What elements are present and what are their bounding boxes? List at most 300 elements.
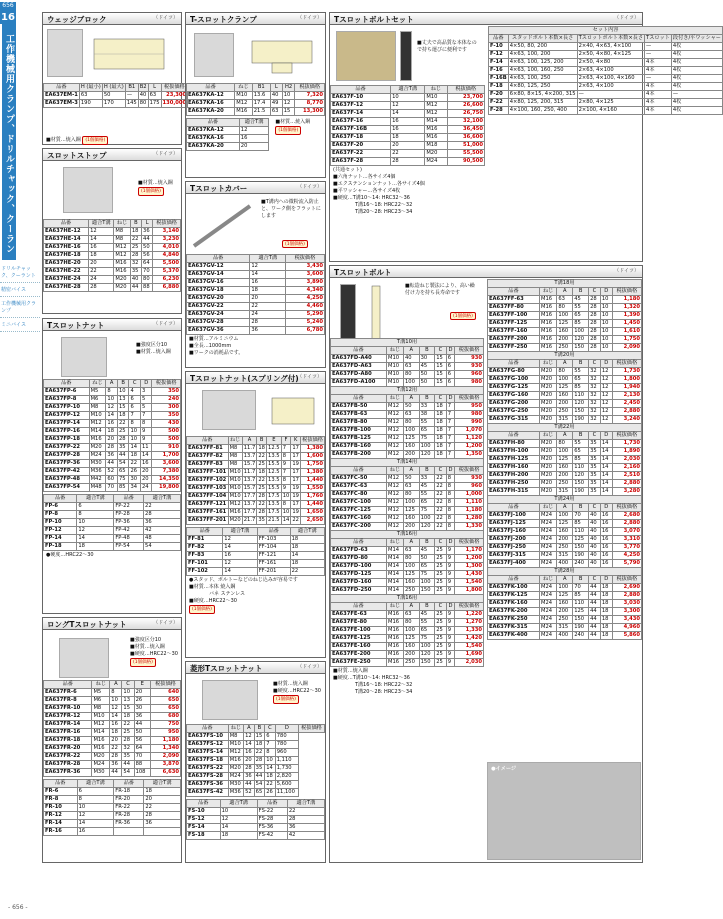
dimension-drawing bbox=[266, 390, 322, 434]
column-header: D bbox=[446, 395, 454, 403]
spec-value: 45 bbox=[419, 363, 435, 371]
spec-value: 22 bbox=[250, 303, 286, 311]
spec-value: 75 bbox=[419, 635, 435, 643]
table-row bbox=[489, 67, 723, 75]
product-code: EA637FE-200 bbox=[331, 651, 387, 659]
slot-group-label: T溝24用 bbox=[488, 496, 642, 504]
t-slot-nut-section bbox=[42, 318, 182, 614]
spec-value: 63 bbox=[404, 363, 420, 371]
spec-value: 8 bbox=[446, 507, 454, 515]
slot-group-label: T溝16用 bbox=[331, 531, 484, 539]
table-row bbox=[187, 517, 325, 525]
spec-value: 35 bbox=[589, 464, 601, 472]
spec-value: 7 bbox=[281, 445, 291, 453]
spec-value: 200 bbox=[404, 451, 420, 459]
spec-value: 10 bbox=[129, 428, 141, 436]
price: 1,440 bbox=[301, 501, 325, 509]
spec-value: 28 bbox=[110, 753, 122, 761]
spec-value: 65 bbox=[573, 448, 589, 456]
column-header: H (最小) bbox=[80, 84, 101, 90]
spec-value: 3 bbox=[140, 388, 152, 396]
product-code: EA637FE-80 bbox=[331, 619, 387, 627]
spec-value: 125 bbox=[573, 536, 589, 544]
spec-value: M12 bbox=[387, 411, 404, 419]
spec-value: 13.7 bbox=[243, 501, 256, 507]
price: 1,800 bbox=[455, 587, 484, 595]
spec-value: 18 bbox=[89, 252, 114, 260]
price: 500 bbox=[152, 436, 181, 444]
spec-value: 28 bbox=[589, 344, 601, 352]
spec-value: 9 bbox=[446, 643, 454, 651]
product-code: EA637GV-16 bbox=[187, 279, 250, 287]
spec-value: M14 bbox=[92, 729, 110, 737]
product-image bbox=[192, 202, 254, 250]
spec-value: 28 bbox=[250, 319, 286, 327]
column-header: ねじ bbox=[387, 395, 404, 403]
long-t-slot-nut-section bbox=[42, 617, 182, 863]
spec-value: 14 bbox=[220, 824, 257, 832]
product-code: FR-8 bbox=[44, 796, 78, 804]
spec-value: 19 bbox=[292, 461, 299, 467]
spec-value: 4枚 bbox=[671, 51, 722, 59]
price: 980 bbox=[455, 379, 484, 387]
spec-value: 18 bbox=[290, 560, 324, 568]
spec-value: 8 bbox=[140, 420, 152, 428]
spec-value: 40 bbox=[589, 520, 601, 528]
column-header: D bbox=[600, 360, 612, 368]
spec-value: 18 bbox=[600, 608, 612, 616]
product-code: EA637FP-18 bbox=[44, 436, 90, 444]
product-code: EA637FJ-160 bbox=[488, 528, 540, 536]
product-code: EA637FD-A63 bbox=[331, 363, 387, 371]
spec-value: 7 bbox=[265, 741, 276, 749]
spec-value: FF-161 bbox=[257, 560, 290, 568]
spec-value: 40 bbox=[589, 528, 601, 536]
spec-value: 54 bbox=[254, 781, 265, 789]
product-code: EA637FG-250 bbox=[488, 408, 540, 416]
spec-value: 32 bbox=[130, 260, 141, 268]
column-header: 品番 bbox=[187, 437, 229, 445]
product-code: EA637FP-42 bbox=[44, 468, 90, 476]
spec-value: 12 bbox=[600, 400, 612, 408]
price: 3,030 bbox=[612, 600, 641, 608]
spec-value: — bbox=[577, 91, 644, 99]
table-row bbox=[331, 563, 484, 571]
price: 3,300 bbox=[612, 608, 641, 616]
column-header: A bbox=[557, 432, 573, 440]
price: 2,680 bbox=[612, 512, 641, 520]
table-row bbox=[44, 729, 181, 737]
column-header: 品番 bbox=[44, 220, 89, 228]
product-code: FF-83 bbox=[187, 552, 223, 560]
column-header: ねじ bbox=[540, 360, 557, 368]
spec-value: 28 bbox=[254, 757, 265, 765]
spec-value: 120 bbox=[419, 523, 435, 531]
spec-value: 32 bbox=[589, 376, 601, 384]
side-nav-item[interactable]: 精密バイス bbox=[0, 283, 40, 297]
price: 1,200 bbox=[455, 443, 484, 451]
spec-value: 18 bbox=[122, 713, 134, 721]
table-row bbox=[331, 571, 484, 579]
product-code: EA637FD-A100 bbox=[331, 379, 387, 387]
spec-value: 18 bbox=[600, 624, 612, 632]
spec-value: 4本 bbox=[645, 107, 672, 115]
spec-value: 65 bbox=[573, 312, 589, 320]
spec-value: — bbox=[645, 51, 672, 59]
product-code: EA637FS-18 bbox=[187, 757, 229, 765]
table-row bbox=[488, 560, 642, 568]
column-header: 品番 bbox=[488, 432, 540, 440]
table-row bbox=[488, 600, 642, 608]
table-row bbox=[187, 741, 325, 749]
spec-value: 6 bbox=[77, 788, 114, 796]
product-code: EA637FF-63 bbox=[488, 296, 540, 304]
spec-value: 28 bbox=[589, 304, 601, 312]
table-row bbox=[489, 99, 723, 107]
column-header: B bbox=[130, 220, 141, 228]
spec-value: 240 bbox=[573, 560, 589, 568]
spec-value: 9 bbox=[446, 619, 454, 627]
spec-value: FR-20 bbox=[114, 796, 144, 804]
spec-value: M20 bbox=[540, 384, 557, 392]
spec-value: 12 bbox=[223, 536, 257, 544]
spec-value: M20 bbox=[114, 284, 130, 292]
table-row bbox=[187, 108, 325, 116]
price: 3,770 bbox=[612, 544, 641, 552]
spec-value: 44 bbox=[589, 616, 601, 624]
product-code: FR-6 bbox=[44, 788, 78, 796]
spec-value: M12 bbox=[387, 507, 404, 515]
spec-value: 54 bbox=[117, 460, 129, 468]
spec-value: 18 bbox=[290, 544, 324, 552]
column-header: ねじ bbox=[540, 288, 557, 296]
spec-value: 6 bbox=[129, 404, 141, 412]
spec-value: 80 bbox=[404, 491, 420, 499]
spec-value: 22 bbox=[144, 503, 181, 511]
price: 350 bbox=[152, 388, 181, 396]
spec-value: 20 bbox=[106, 436, 118, 444]
spec-value: 14 bbox=[77, 820, 114, 828]
spec-value: 8 bbox=[129, 420, 141, 428]
spec-value: 22 bbox=[258, 501, 265, 507]
product-code: FP-12 bbox=[44, 527, 77, 535]
spec-value: 11,100 bbox=[275, 789, 298, 797]
spec-value: 125 bbox=[557, 592, 573, 600]
product-code: EA637FB-125 bbox=[331, 435, 387, 443]
spec-value: 6×80, 8×15, 4×200, 315 bbox=[509, 91, 576, 97]
spec-value: M24 bbox=[540, 552, 557, 560]
column-header: 品番 bbox=[187, 725, 229, 733]
product-code: EA637FR-18 bbox=[44, 737, 92, 745]
table-row bbox=[44, 812, 181, 820]
price: 1,350 bbox=[455, 451, 484, 459]
spec-value: 10 bbox=[600, 296, 612, 304]
spec-value: 4枚 bbox=[671, 43, 722, 51]
spec-value: 16 bbox=[391, 126, 425, 134]
product-description: ■丈夫で高品質な本体なので持ち運びに便利です bbox=[417, 40, 477, 53]
product-code: EA637FF-161 bbox=[188, 509, 227, 515]
spec-value: M16 bbox=[540, 312, 557, 320]
spec-value: 14 bbox=[250, 271, 286, 279]
column-header: B bbox=[573, 288, 589, 296]
table-row bbox=[489, 43, 723, 51]
product-code: EA637FG-80 bbox=[488, 368, 540, 376]
price: 1,220 bbox=[455, 611, 484, 619]
price: 2,030 bbox=[455, 659, 484, 667]
price: 2,030 bbox=[612, 456, 641, 464]
product-code: EA637FB-100 bbox=[331, 427, 387, 435]
column-header: C bbox=[435, 539, 447, 547]
column-header: C bbox=[129, 380, 141, 388]
spec-value: M14 bbox=[89, 428, 106, 436]
table-row bbox=[187, 263, 325, 271]
table-row bbox=[44, 705, 181, 713]
spec-value: M16 bbox=[228, 757, 243, 765]
spec-value: 8 bbox=[77, 796, 114, 804]
side-nav-item[interactable]: ミニバイス bbox=[0, 318, 40, 332]
spec-value: 17 bbox=[292, 477, 299, 483]
product-code: EA637FF-201 bbox=[188, 517, 227, 523]
spec-value: 44 bbox=[589, 632, 601, 640]
product-code: EA637FP-8 bbox=[44, 396, 90, 404]
spec-value: 44 bbox=[142, 236, 153, 244]
section-title: スロットストップ （ドイツ） bbox=[43, 149, 181, 161]
column-header: B bbox=[257, 437, 267, 445]
spec-value: 25 bbox=[435, 635, 447, 643]
spec-value: 4本 bbox=[645, 91, 672, 99]
spec-value: 4×80, 125, 200, 315 bbox=[508, 99, 577, 107]
spec-value: 35 bbox=[589, 488, 601, 496]
spec-value: 28 bbox=[122, 737, 134, 745]
column-header: L bbox=[148, 84, 161, 92]
spec-value: 315 bbox=[557, 552, 573, 560]
spec-value: 16 bbox=[89, 244, 114, 252]
product-code: EA637KA-16 bbox=[187, 100, 235, 108]
table-row bbox=[44, 828, 181, 836]
spec-value: M20 bbox=[540, 408, 557, 416]
price: 350 bbox=[152, 412, 181, 420]
product-code: EA637FJ-100 bbox=[488, 512, 540, 520]
spec-value: M24 bbox=[540, 560, 557, 568]
price: 960 bbox=[455, 371, 484, 379]
table-row bbox=[187, 536, 325, 544]
column-header: ねじ bbox=[235, 84, 253, 92]
spec-value: M8 bbox=[228, 461, 242, 469]
spec-value: 250 bbox=[404, 587, 420, 595]
price: 36,600 bbox=[447, 134, 485, 142]
product-code: EA637FP-54 bbox=[44, 484, 90, 492]
slot-stop-table bbox=[43, 219, 181, 292]
slot-group-label: T溝18用 bbox=[488, 280, 642, 288]
column-header: 税抜価格 bbox=[612, 576, 641, 584]
spec-value: 18 bbox=[130, 228, 141, 236]
spec-value: 14 bbox=[282, 517, 290, 523]
spec-value: 15.7 bbox=[243, 461, 256, 467]
price: 90,500 bbox=[447, 158, 485, 166]
spec-value: 22 bbox=[130, 236, 141, 244]
side-nav-item[interactable]: ドリルチャック、クーラント bbox=[0, 262, 40, 283]
spec-value: 16 bbox=[77, 828, 114, 836]
spec-value: 100 bbox=[404, 427, 420, 435]
table-row bbox=[187, 92, 325, 100]
price: 1,170 bbox=[455, 547, 484, 555]
product-code: EA637F-20 bbox=[331, 142, 391, 150]
price: 1,730 bbox=[612, 368, 641, 376]
spec-value: 18 bbox=[117, 412, 129, 420]
product-code: EA637FR-16 bbox=[44, 729, 92, 737]
price: 4,960 bbox=[612, 624, 641, 632]
spec-value: 14 bbox=[600, 488, 612, 496]
section-title: 菱形Tスロットナット （ドイツ） bbox=[186, 662, 325, 674]
spec-value: FS-42 bbox=[257, 832, 287, 840]
spec-value: M10 bbox=[92, 713, 110, 721]
table-row bbox=[331, 403, 484, 411]
table-row bbox=[187, 295, 325, 303]
table-row bbox=[44, 260, 181, 268]
spec-value: 10 bbox=[282, 92, 295, 100]
spec-value: 28 bbox=[589, 336, 601, 344]
spec-value: 35 bbox=[589, 440, 601, 448]
column-header: 税抜価格 bbox=[612, 432, 641, 440]
spec-value: 55 bbox=[573, 368, 589, 376]
product-code: EA637FE-250 bbox=[331, 659, 387, 667]
spec-value: 7 bbox=[446, 451, 454, 459]
spec-value: 16 bbox=[600, 544, 612, 552]
spec-value: 64 bbox=[142, 260, 153, 268]
t-slot-clamp-table bbox=[186, 83, 325, 151]
spec-value: 200 bbox=[557, 536, 573, 544]
spec-value: 240 bbox=[573, 632, 589, 640]
spec-value: M24 bbox=[540, 520, 557, 528]
spec-value: 15 bbox=[435, 355, 447, 363]
spec-value: 17.5 bbox=[268, 509, 280, 515]
table-row bbox=[331, 547, 484, 555]
price: 1,650 bbox=[301, 509, 325, 517]
column-header: ねじ bbox=[540, 576, 557, 584]
table-row bbox=[44, 753, 181, 761]
spec-value: 22 bbox=[258, 453, 265, 459]
product-code: FP-14 bbox=[44, 535, 77, 543]
spec-value: 63 bbox=[404, 547, 420, 555]
spec-value: 44 bbox=[122, 761, 134, 769]
product-code: EA637FP-36 bbox=[44, 460, 90, 468]
column-header: D bbox=[446, 539, 454, 547]
spec-value: 15.5 bbox=[268, 485, 280, 491]
spec-value: 7 bbox=[446, 427, 454, 435]
spec-value: M12 bbox=[92, 721, 110, 729]
table-row bbox=[331, 102, 485, 110]
column-header: 品番 bbox=[331, 86, 391, 94]
price: 1,270 bbox=[455, 619, 484, 627]
spec-value: M16 bbox=[425, 126, 447, 134]
product-code: EA637FR-10 bbox=[44, 705, 92, 713]
spec-value: 4枚 bbox=[671, 59, 722, 67]
spec-value: 44 bbox=[134, 721, 150, 729]
spec-value: 100 bbox=[557, 584, 573, 592]
column-header: 品番 bbox=[489, 35, 509, 43]
product-code: FF-101 bbox=[187, 560, 223, 568]
spec-value: 13.5 bbox=[268, 453, 280, 459]
spec-value: 55 bbox=[419, 619, 435, 627]
price: 2,090 bbox=[150, 753, 180, 761]
spec-value: 28 bbox=[106, 444, 118, 452]
table-row bbox=[488, 296, 642, 304]
spec-value: M16 bbox=[387, 611, 404, 619]
column-header: B bbox=[419, 347, 435, 355]
spec-value: 25 bbox=[122, 729, 134, 737]
table-row bbox=[331, 118, 485, 126]
spec-value: 44 bbox=[110, 769, 122, 777]
spec-value: 85 bbox=[117, 484, 129, 492]
price: 1,380 bbox=[301, 445, 325, 453]
spec-value: 33 bbox=[419, 403, 435, 411]
spec-value: 12 bbox=[282, 100, 295, 108]
table-row bbox=[331, 499, 484, 507]
spec-value: 11.7 bbox=[243, 469, 256, 475]
table-row bbox=[331, 355, 484, 363]
product-code: FR-16 bbox=[44, 828, 78, 836]
column-header: A bbox=[404, 395, 420, 403]
table-row bbox=[187, 311, 325, 319]
spec-value: FS-36 bbox=[257, 824, 287, 832]
column-header: 税抜価格 bbox=[298, 725, 324, 733]
spec-value: M20 bbox=[540, 480, 557, 488]
column-header: D bbox=[600, 288, 612, 296]
spec-value: 20 bbox=[89, 260, 114, 268]
spec-value: FS-28 bbox=[257, 816, 287, 824]
spec-value: 55 bbox=[419, 419, 435, 427]
spec-value: 100 bbox=[557, 376, 573, 384]
spec-value: 150 bbox=[573, 544, 589, 552]
spec-value: 28 bbox=[144, 812, 181, 820]
spec-value: 7 bbox=[129, 412, 141, 420]
column-header: 品番 bbox=[488, 504, 540, 512]
product-code: EA637FF-160 bbox=[488, 328, 540, 336]
product-code: EA637FH-200 bbox=[488, 472, 540, 480]
side-nav-item[interactable]: 工作機械用クランプ bbox=[0, 297, 40, 318]
spec-value: 44 bbox=[589, 592, 601, 600]
column-header: 税抜価格 bbox=[612, 288, 641, 296]
column-header: C bbox=[265, 725, 276, 733]
spec-value: 12 bbox=[110, 705, 122, 713]
spec-value: 18 bbox=[106, 428, 118, 436]
product-code: EA637FB-200 bbox=[331, 451, 387, 459]
column-header: ねじ bbox=[387, 603, 404, 611]
spec-value: 4×100, 160, 250, 400 bbox=[508, 107, 577, 115]
slot-group-label: T溝22用 bbox=[488, 424, 642, 432]
spec-value: 2×100, 4×160 bbox=[577, 107, 644, 115]
spec-value: M12 bbox=[387, 491, 404, 499]
spec-value: 18 bbox=[110, 729, 122, 737]
spec-value: 16 bbox=[223, 552, 257, 560]
spec-value: 9 bbox=[140, 428, 152, 436]
spec-value: 22 bbox=[89, 268, 114, 276]
spec-value: 125 bbox=[404, 507, 420, 515]
material-note: ■材質…焼入鋼 (1個価格) bbox=[275, 119, 311, 133]
price: 2,650 bbox=[301, 517, 325, 525]
spec-value: 14 bbox=[391, 110, 425, 118]
material-note: ■材質…焼入鋼 ■硬度…T溝10～14: HRC32～36 T溝16～18: HRC22～32 T溝20～28: HRC23～34 bbox=[333, 668, 413, 695]
column-header: ねじ bbox=[114, 220, 130, 228]
spec-value: 9 bbox=[446, 635, 454, 643]
spec-value: 9 bbox=[281, 461, 291, 469]
spec-value: M10 bbox=[228, 741, 243, 749]
spec-value: 22 bbox=[265, 781, 276, 789]
spec-value: 80 bbox=[557, 440, 573, 448]
column-header: B1 bbox=[125, 84, 138, 92]
spec-value: 9 bbox=[446, 571, 454, 579]
table-row bbox=[488, 584, 642, 592]
